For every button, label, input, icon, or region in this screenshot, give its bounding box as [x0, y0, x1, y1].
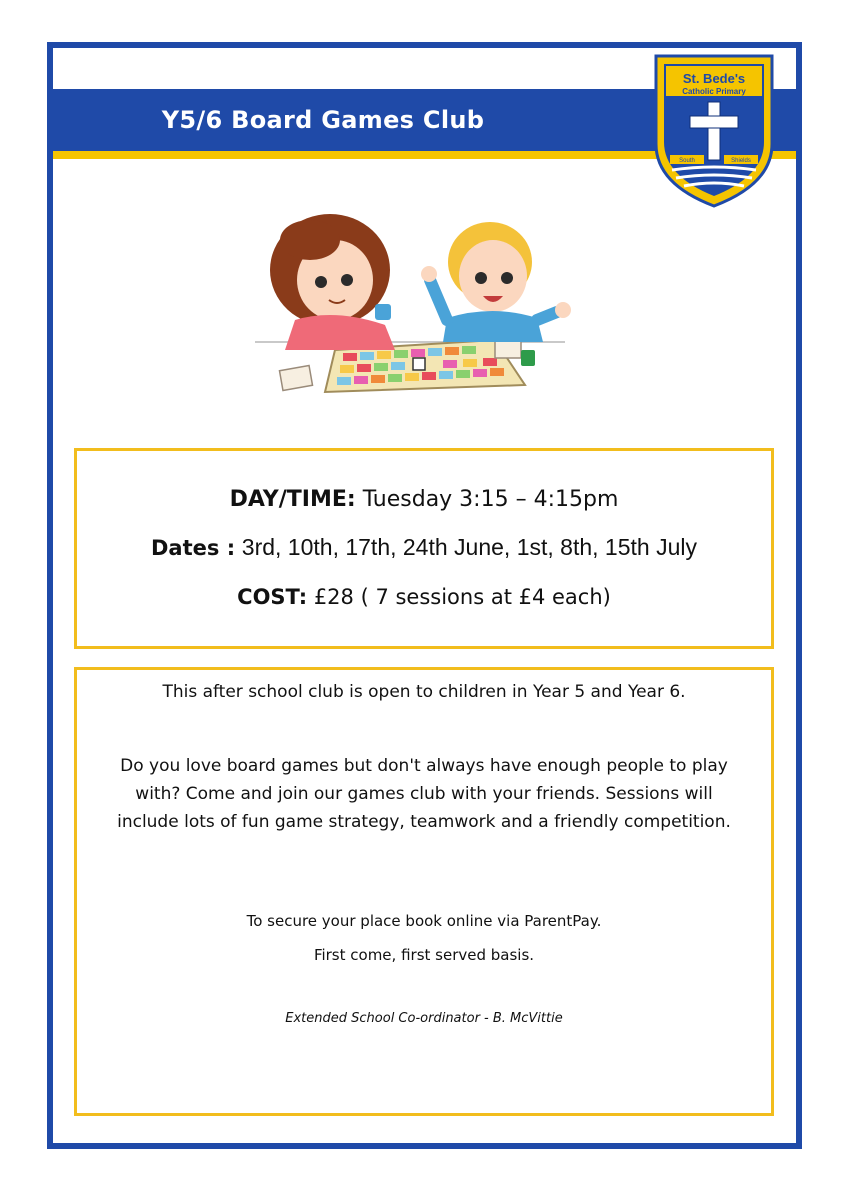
cost-label: COST:: [237, 585, 308, 609]
club-details-box: [74, 448, 774, 649]
page-title: Y5/6 Board Games Club: [161, 106, 485, 134]
dates-line: [77, 534, 771, 561]
first-come-text: First come, first served basis.: [313, 946, 535, 964]
description-line-1: Do you love board games but don't always have enough people to play: [120, 756, 728, 776]
crest-shields-text: Shields: [731, 158, 751, 164]
description-line-2: with? Come and join our games club with your friends. Sessions will: [135, 784, 713, 804]
school-crest-logo: [652, 52, 776, 210]
crest-sub-text: Catholic Primary: [682, 87, 746, 96]
day-time-line: [77, 487, 771, 512]
dates-value: 3rd, 10th, 17th, 24th June, 1st, 8th, 15th July: [241, 534, 697, 560]
crest-south-text: South: [679, 158, 695, 164]
day-time-value: Tuesday 3:15 – 4:15pm: [362, 487, 619, 512]
cost-line: [77, 585, 771, 609]
crest-name-text: St. Bede's: [682, 71, 746, 86]
day-time-label: DAY/TIME:: [229, 487, 356, 512]
club-info-box: [74, 667, 774, 1116]
children-board-game-illustration: [225, 200, 575, 400]
booking-text: To secure your place book online via ParentPay.: [246, 912, 602, 930]
dates-label: Dates :: [151, 536, 236, 560]
open-to-text: This after school club is open to children in Year 5 and Year 6.: [162, 682, 686, 702]
coordinator-text: Extended School Co-ordinator - B. McVittie: [285, 1011, 563, 1026]
description-line-3: include lots of fun game strategy, teamwork and a friendly competition.: [117, 812, 731, 832]
cost-value: £28 ( 7 sessions at £4 each): [313, 585, 611, 609]
